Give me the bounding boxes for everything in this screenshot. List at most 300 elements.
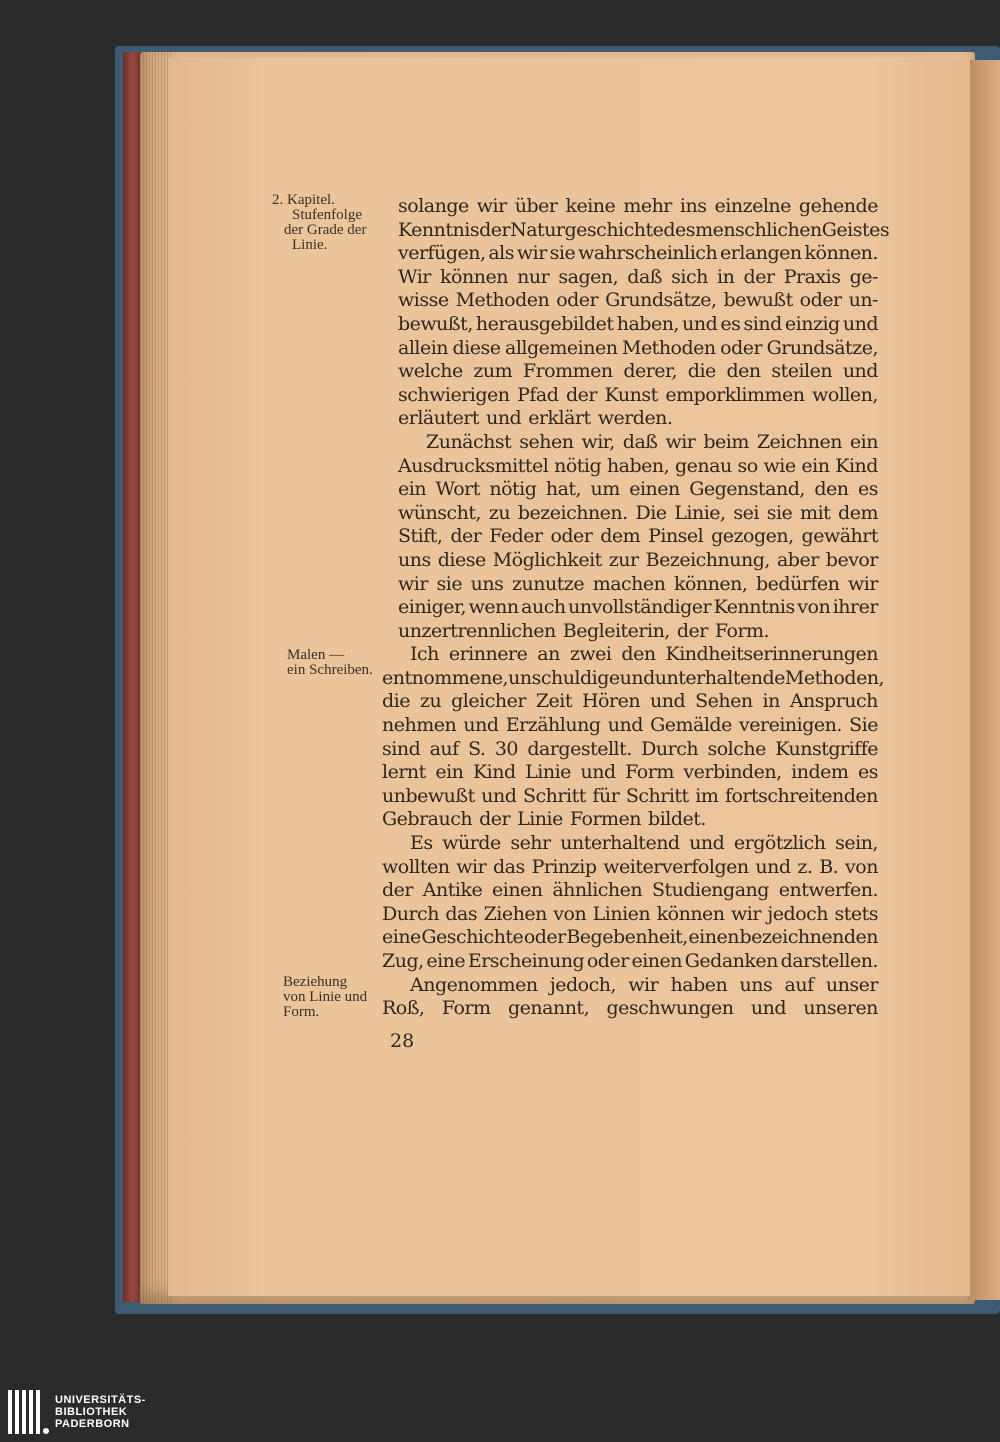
word: und (842, 312, 878, 335)
word: und (463, 714, 499, 737)
word: menschlichen (695, 218, 822, 241)
word: ge- (849, 265, 878, 288)
word: solange (398, 195, 469, 217)
text-line (398, 596, 878, 620)
word: nur (517, 265, 550, 288)
word: zwei (569, 643, 612, 666)
text-line (382, 761, 878, 785)
word: erläutert (398, 407, 480, 430)
margin-note-line: Stufenfolge (292, 207, 362, 223)
word: oder (556, 289, 599, 312)
text-line (398, 218, 890, 243)
text-line (398, 549, 878, 573)
word: nötig (489, 478, 537, 501)
text-line (382, 997, 878, 1021)
word: wenn (468, 596, 519, 619)
word: mehr (623, 195, 672, 217)
word: dem (838, 501, 878, 524)
word: Begleiterin, (562, 619, 670, 642)
word: Begebenheit, (566, 926, 688, 949)
word: wahrscheinlich (578, 242, 718, 265)
word: wollten (382, 855, 450, 878)
word: können, (673, 572, 748, 595)
word: Zunächst (426, 430, 512, 453)
word: ein (801, 454, 830, 477)
text-line (398, 573, 878, 597)
word: unterhaltende (654, 666, 785, 689)
library-logo-text (55, 1394, 146, 1430)
word: aber (776, 548, 819, 571)
word: zu (419, 690, 442, 713)
word: nehmen (382, 714, 457, 737)
word: sein, (835, 832, 878, 855)
word: den (726, 360, 761, 383)
word: Kenntnis (398, 218, 480, 241)
word: einen (629, 478, 680, 501)
word: keine (565, 195, 616, 217)
word: zur (608, 548, 639, 571)
word: gleicher (451, 690, 526, 713)
word: Pfad (517, 383, 559, 406)
word: und (481, 784, 517, 807)
word: diese (437, 548, 486, 571)
word: Bezeichnung, (645, 548, 770, 571)
word: Stift, (398, 525, 443, 548)
text-line (382, 738, 878, 762)
word: erlangen (720, 242, 802, 265)
margin-note-malen (270, 648, 390, 678)
word: bewußt, (398, 312, 473, 335)
word: ähnlichen (552, 879, 643, 902)
text-line (398, 195, 878, 219)
word: wir (456, 855, 487, 878)
word: solche (707, 737, 766, 760)
word: Kind (835, 454, 878, 477)
word: der (450, 525, 482, 548)
margin-note-line: ein Schreiben. (287, 662, 373, 678)
word: wir (398, 572, 428, 595)
word: Gebrauch (382, 808, 473, 831)
word: Grundsätze, (605, 289, 717, 312)
text-line (398, 337, 878, 361)
library-logo-line: UNIVERSITÄTS- (55, 1394, 146, 1406)
word: wie (763, 454, 796, 477)
library-logo-line: BIBLIOTHEK (55, 1406, 128, 1418)
margin-note-line: Beziehung (283, 974, 348, 990)
word: sind (743, 312, 782, 335)
text-line (398, 289, 878, 313)
word: das (493, 855, 525, 878)
word: Linie (517, 808, 563, 831)
word: Möglichkeit (492, 548, 602, 571)
text-line (398, 431, 878, 455)
word: erklärt (528, 407, 591, 430)
word: wir (731, 902, 761, 925)
word: ins (679, 195, 707, 217)
word: Geschichte (421, 926, 524, 949)
word: sehr (510, 832, 551, 855)
word: bezeichnenden (739, 926, 878, 949)
word: haben, (616, 312, 679, 335)
word: genannt, (507, 997, 590, 1020)
word: und (682, 312, 718, 335)
word: unschuldige (508, 666, 620, 689)
word: vereinigen. (739, 714, 842, 737)
word: jedoch, (549, 973, 616, 996)
word: haben, (606, 454, 670, 477)
word: erinnere (448, 643, 528, 666)
word: des (663, 218, 696, 241)
word: über (514, 195, 558, 217)
word: Angenommen (410, 973, 538, 996)
word: würde (442, 832, 501, 855)
word: Frommen (522, 360, 613, 383)
word: uns (470, 572, 504, 595)
word: eine (382, 926, 421, 949)
word: und (650, 690, 686, 713)
word: der (743, 265, 775, 288)
word: ein (435, 761, 464, 784)
word: herausgebildet (475, 312, 614, 335)
word: daß (627, 265, 662, 288)
word: und (689, 832, 725, 855)
word: von (797, 596, 831, 619)
word: nötig (554, 454, 602, 477)
word: Zeit (535, 690, 573, 713)
word: Kindheitserinnerungen (665, 643, 878, 666)
word: um (590, 478, 620, 501)
word: Methoden, (784, 666, 885, 689)
word: Durch (641, 737, 699, 760)
margin-note-line: Form. (283, 1004, 320, 1020)
word: der (566, 383, 598, 406)
word: können (656, 902, 725, 925)
word: ein (849, 430, 878, 453)
word: von (845, 855, 878, 878)
word: und (607, 714, 643, 737)
word: weiterverfolgen (603, 855, 749, 878)
word: bevor (825, 548, 878, 571)
word: haben (670, 973, 728, 996)
word: und (580, 761, 616, 784)
word: ergötzlich (733, 832, 826, 855)
word: sie (436, 572, 463, 595)
word: wir (847, 572, 878, 595)
word: dargestellt. (527, 737, 632, 760)
word: Grundsätze, (766, 336, 878, 359)
word: Gegenstand, (689, 478, 805, 501)
word: darstellen. (780, 950, 878, 972)
word: der (479, 808, 511, 831)
word: und (755, 855, 791, 878)
word: sei (733, 501, 759, 524)
text-line (382, 643, 878, 667)
word: oder (586, 950, 629, 972)
word: zum (473, 360, 513, 383)
word: Hören (581, 690, 641, 713)
word: den (814, 478, 849, 501)
word: sind (382, 737, 421, 760)
facing-page-edge (968, 60, 1000, 1300)
word: wisse (398, 289, 449, 312)
word: es (857, 478, 878, 501)
word: wir (665, 430, 696, 453)
word: als (488, 242, 515, 265)
text-line (398, 313, 878, 337)
word: wollen, (812, 383, 878, 406)
word: Pinsel (648, 525, 704, 548)
margin-note-line: der Grade der (284, 222, 367, 238)
word: Es (410, 832, 433, 855)
word: Antike (422, 879, 483, 902)
word: steilen (771, 360, 833, 383)
word: daß (622, 430, 658, 453)
word: Kunstgriffe (775, 737, 878, 760)
word: so (737, 454, 758, 477)
word: Die (635, 501, 667, 524)
word: entwerfen. (778, 879, 878, 902)
word: Linie, (674, 501, 726, 524)
library-logo-line: PADERBORN (55, 1418, 130, 1430)
margin-note-line: von Linie und (283, 989, 368, 1005)
word: der (479, 218, 511, 241)
text-line (382, 903, 878, 927)
word: können. (804, 242, 878, 265)
word: es (720, 312, 741, 335)
word: Schritt (625, 784, 689, 807)
word: Zeichnen (756, 430, 842, 453)
word: einen (688, 926, 739, 949)
word: und (486, 407, 522, 430)
word: Ziehen (483, 902, 547, 925)
word: sie (549, 242, 576, 265)
word: Linie (525, 761, 571, 784)
word: zunutze (511, 572, 585, 595)
word: fortschreitenden (724, 784, 878, 807)
word: und (619, 666, 655, 689)
word: oder (720, 336, 763, 359)
word: jedoch (767, 902, 829, 925)
word: und (842, 360, 878, 383)
word: allein (398, 336, 449, 359)
page-number: 28 (390, 1030, 415, 1052)
word: unterhaltend (560, 832, 680, 855)
word: Geistes (821, 218, 890, 241)
word: Prinzip (531, 855, 597, 878)
word: wir (476, 195, 507, 217)
word: im (695, 784, 719, 807)
word: sehen (519, 430, 574, 453)
word: Sie (849, 714, 878, 737)
word: und (750, 997, 786, 1020)
text-line (382, 808, 878, 832)
word: Kunst (604, 383, 658, 406)
word: Kind (472, 761, 516, 784)
word: das (445, 902, 478, 925)
margin-note-chapter (270, 193, 390, 253)
word: bildet. (648, 808, 706, 831)
word: un- (848, 289, 878, 312)
word: mit (800, 501, 831, 524)
text-line (382, 832, 878, 856)
word: Feder (489, 525, 543, 548)
text-line (382, 666, 885, 691)
word: Form (441, 997, 491, 1020)
word: unser (825, 973, 878, 996)
word: in (762, 690, 780, 713)
word: Erzählung (505, 714, 601, 737)
text-line (382, 856, 878, 880)
word: allgemeinen (505, 336, 618, 359)
word: Zug, (382, 950, 424, 972)
word: 30 (494, 737, 518, 760)
margin-note-line: Linie. (292, 237, 328, 253)
word: dem (600, 525, 641, 548)
word: Ich (410, 643, 439, 666)
word: stets (834, 902, 878, 925)
word: uns (739, 973, 773, 996)
word: sie (766, 501, 793, 524)
word: Sehen (695, 690, 753, 713)
word: die (687, 360, 716, 383)
word: der (382, 879, 413, 902)
word: Praxis (783, 265, 841, 288)
word: oder (799, 289, 842, 312)
word: an (537, 643, 560, 666)
text-line (398, 455, 878, 479)
word: wir, (581, 430, 615, 453)
word: die (382, 690, 410, 713)
word: Form. (714, 619, 770, 642)
margin-note-line: Malen — (287, 647, 345, 663)
text-line (382, 785, 878, 809)
text-line (398, 242, 878, 266)
word: oder (550, 525, 593, 548)
text-line (398, 360, 878, 384)
word: hat, (545, 478, 582, 501)
text-line (382, 974, 878, 998)
word: beim (703, 430, 749, 453)
text-line (398, 620, 878, 644)
word: zu (488, 501, 511, 524)
word: unseren (803, 997, 878, 1020)
word: emporklimmen (665, 383, 805, 406)
word: gezogen, (711, 525, 794, 548)
word: Formen (569, 808, 642, 831)
word: uns (398, 548, 431, 571)
word: es (857, 761, 878, 784)
word: Gedanken (684, 950, 778, 972)
word: einiger, (398, 596, 467, 619)
word: der (676, 619, 708, 642)
text-line (398, 502, 878, 526)
word: welche (398, 360, 463, 383)
word: gewährt (801, 525, 878, 548)
word: gehende (798, 195, 878, 217)
word: verbinden, (683, 761, 782, 784)
word: unvollständiger (568, 596, 712, 619)
word: bedürfen (756, 572, 840, 595)
word: Studiengang (651, 879, 769, 902)
word: geschwungen (606, 997, 734, 1020)
word: genau (674, 454, 732, 477)
text-line (398, 478, 878, 502)
word: wir (628, 973, 659, 996)
word: den (621, 643, 656, 666)
word: Schritt (523, 784, 586, 807)
text-line (382, 926, 878, 950)
word: oder (523, 926, 566, 949)
word: Wir (398, 265, 431, 288)
word: entnommene, (382, 666, 509, 689)
word: einzelne (714, 195, 791, 217)
margin-note-beziehung (270, 975, 390, 1020)
text-line (382, 690, 878, 714)
word: auch (521, 596, 566, 619)
margin-note-line: 2. Kapitel. (272, 192, 335, 208)
word: Anspruch (789, 690, 878, 713)
library-logo (8, 1390, 146, 1434)
text-line (382, 950, 878, 974)
word: Methoden (455, 289, 550, 312)
word: sich (671, 265, 708, 288)
text-line (398, 525, 878, 549)
word: Gemälde (650, 714, 732, 737)
word: sagen, (558, 265, 619, 288)
word: einen (492, 879, 543, 902)
word: bezeichnen. (517, 501, 628, 524)
word: Naturgeschichte (510, 218, 664, 241)
word: auf (784, 973, 814, 996)
word: B. (819, 855, 839, 878)
word: auf (429, 737, 459, 760)
word: unzertrennlichen (398, 619, 556, 642)
word: bewußt (723, 289, 793, 312)
word: eine (426, 950, 466, 972)
word: Kenntnis (713, 596, 795, 619)
word: einzig (784, 312, 840, 335)
word: in (717, 265, 735, 288)
word: z. (797, 855, 813, 878)
text-line (382, 714, 878, 738)
word: Erscheinung (467, 950, 585, 972)
word: diese (452, 336, 501, 359)
word: von (553, 902, 587, 925)
word: machen (592, 572, 666, 595)
word: unbewußt (382, 784, 475, 807)
word: wünscht, (398, 501, 482, 524)
word: Ausdrucksmittel (398, 454, 549, 477)
word: schwierigen (398, 383, 510, 406)
word: können (440, 265, 508, 288)
library-logo-icon (8, 1390, 49, 1434)
word: einen (631, 950, 683, 972)
word: lernt (382, 761, 426, 784)
word: wir (516, 242, 547, 265)
word: ein (398, 478, 427, 501)
word: verfügen, (398, 242, 486, 265)
word: Linien (592, 902, 651, 925)
word: indem (791, 761, 849, 784)
text-line (398, 266, 878, 290)
text-line (382, 879, 878, 903)
word: ihrer (832, 596, 878, 619)
word: Roß, (382, 997, 425, 1020)
word: derer, (623, 360, 678, 383)
text-line (398, 384, 878, 408)
word: Durch (382, 902, 439, 925)
word: Form (625, 761, 674, 784)
